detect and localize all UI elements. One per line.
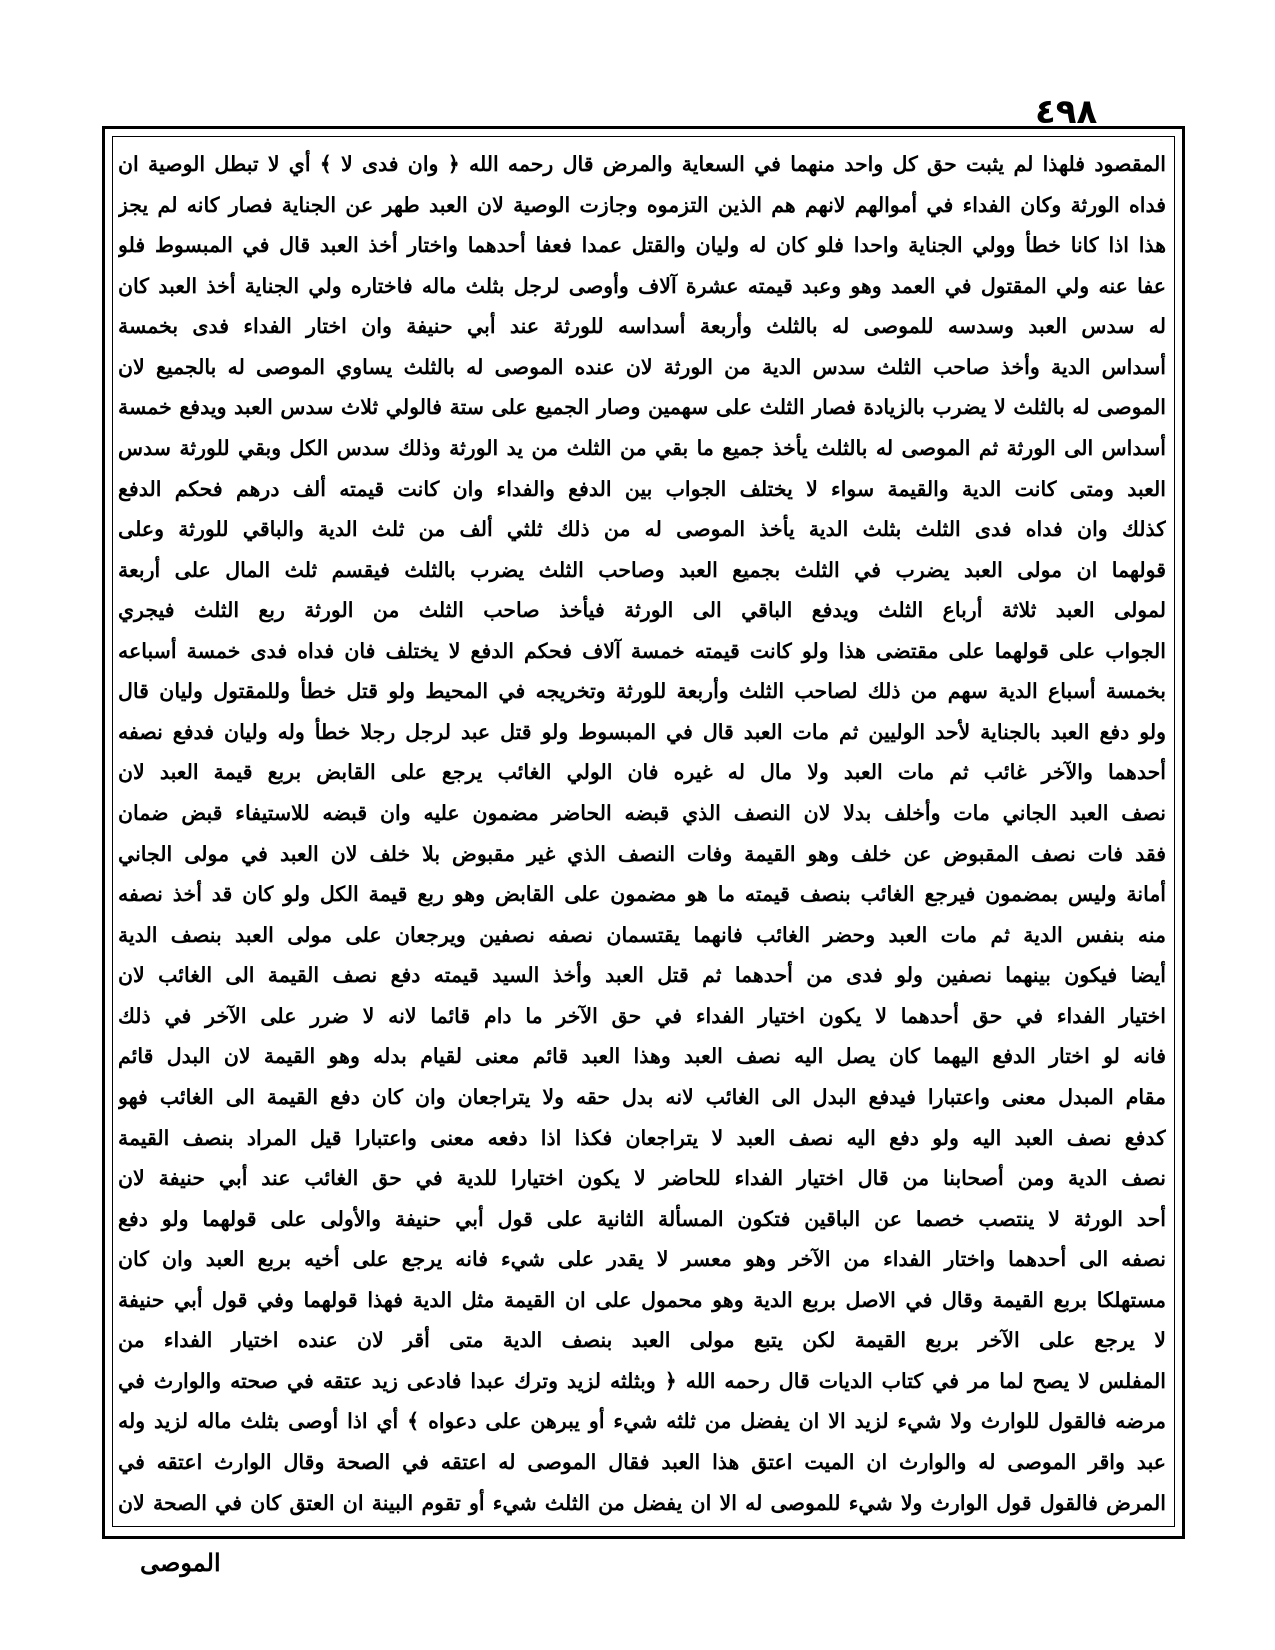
text-line: أسداس الدية وأخذ صاحب الثلث سدس الدية من الورثة لان عنده الموصى له بالثلث يساوي الموصى له بالجميع لان [118, 354, 1166, 379]
text-line: بخمسة أسباع الدية سهم من ذلك لصاحب الثلث وأربعة للورثة وتخريجه في المحيط ولو قتل خطأ وللمقتول وليان قال [118, 679, 1166, 704]
text-line: مقام المبدل معنى واعتبارا فيدفع البدل الى الغائب لانه بدل حقه ولا يتراجعان وان كان دفع القيمة الى الغائب فهو [118, 1084, 1166, 1109]
text-line: منه بنفس الدية ثم مات العبد وحضر الغائب فانهما يقتسمان نصفه نصفين ويرجعان على مولى العبد بنصف الدية [118, 922, 1166, 947]
text-line: كذلك وان فداه فدى الثلث بثلث الدية يأخذ الموصى له من ذلك ثلثي ألف من ثلث الدية والباقي للورثة وعلى [118, 517, 1166, 542]
text-line: ولو دفع العبد بالجناية لأحد الوليين ثم مات العبد قال في المبسوط ولو قتل عبد لرجل رجلا خطأ وله وليان فدفع نصفه [118, 719, 1166, 744]
text-line: كدفع نصف العبد اليه ولو دفع اليه نصف العبد لا يتراجعان فكذا اذا دفعه معنى واعتبارا قيل المراد بنصف القيمة [118, 1125, 1166, 1150]
text-line: اختيار الفداء في حق أحدهما لا يكون اختيار الفداء في حق الآخر ما دام قائما لانه لا ضرر على الآخر في ذلك [118, 1003, 1166, 1028]
main-text-block [118, 146, 1166, 1522]
text-line: أيضا فيكون بينهما نصفين ولو فدى من أحدهما ثم قتل العبد وأخذ السيد قيمته دفع نصف القيمة الى الغائب لان [118, 963, 1166, 988]
text-line: لمولى العبد ثلاثة أرباع الثلث ويدفع الباقي الى الورثة فيأخذ صاحب الثلث من الورثة ربع الثلث فيجري [118, 598, 1166, 623]
text-line: فقد فات نصف المقبوض عن خلف وهو القيمة وفات النصف الذي غير مقبوض بلا خلف لان العبد في مولى الجاني [118, 841, 1166, 866]
text-line: الموصى له بالثلث لا يضرب بالزيادة فصار الثلث على سهمين وصار الجميع على ستة فالولي ثلاث سدس العبد ويدفع خمسة [118, 395, 1166, 420]
text-line: لا يرجع على الآخر بربع القيمة لكن يتبع مولى العبد بنصف الدية متى أقر لان عنده اختيار الفداء من [118, 1328, 1166, 1353]
text-line: فانه لو اختار الدفع اليهما كان يصل اليه نصف العبد وهذا العبد قائم معنى لقيام بدله وهو القيمة لان البدل قائم [118, 1044, 1166, 1069]
text-line: أحد الورثة لا ينتصب خصما عن الباقين فتكون المسألة الثانية على قول أبي حنيفة والأولى على قولهما ولو دفع [118, 1206, 1166, 1231]
text-line: نصف العبد الجاني مات وأخلف بدلا لان النصف الذي قبضه الحاضر مضمون عليه وان قبضه للاستيفاء قبض ضمان [118, 801, 1166, 825]
text-line: هذا اذا كانا خطأ وولي الجناية واحدا فلو كان له وليان والقتل عمدا فعفا أحدهما واختار أخذ العبد قال في المبسوط فلو [118, 233, 1166, 258]
text-line: أمانة وليس بمضمون فيرجع الغائب بنصف قيمته ما هو مضمون على القابض وهو ربع قيمة الكل ولو كان قد أخذ نصفه [118, 882, 1166, 907]
text-line: فداه الورثة وكان الفداء في أموالهم لانهم هم الذين التزموه وجازت الوصية لان العبد طهر عن الجناية فصار كانه لم يجز [118, 192, 1166, 217]
text-line: المقصود فلهذا لم يثبت حق كل واحد منهما في السعاية والمرض قال رحمه الله ﴿ وان فدى لا ﴾ أي لا تبطل الوصية ان [118, 152, 1166, 176]
page-number: ٤٩٨ [1035, 92, 1098, 132]
text-line: أحدهما والآخر غائب ثم مات العبد ولا مال له غيره فان الولي الغائب يرجع على القابض بربع قيمة العبد لان [118, 760, 1166, 785]
text-line: قولهما ان مولى العبد يضرب في الثلث بجميع العبد وصاحب الثلث يضرب بالثلث فيقسم ثلث المال على أربعة [118, 557, 1166, 582]
text-line: العبد ومتى كانت الدية والقيمة سواء لا يختلف الجواب بين الدفع والفداء وان كانت قيمته ألف درهم فحكم الدفع [118, 476, 1166, 501]
text-line: عفا عنه ولي المقتول في العمد وهو وعبد قيمته عشرة آلاف وأوصى لرجل بثلث ماله فاختاره ولي الجناية أخذ العبد كان [118, 273, 1166, 298]
text-line: نصف الدية ومن أصحابنا من قال اختيار الفداء للحاضر لا يكون اختيارا للدية في حق الغائب عند أبي حنيفة لان [118, 1166, 1166, 1191]
text-line: مرضه فالقول للوارث ولا شيء لزيد الا ان يفضل من ثلثه شيء أو يبرهن على دعواه ﴾ أي اذا أوصى بثلث ماله لزيد وله [118, 1409, 1166, 1434]
text-line: عبد واقر الموصى له والوارث ان الميت اعتق هذا العبد فقال الموصى له اعتقه في الصحة وقال الوارث اعتقه في [118, 1450, 1166, 1474]
text-line: المفلس لا يصح لما مر في كتاب الديات قال رحمه الله ﴿ وبثلثه لزيد وترك عبدا فادعى زيد عتقه في صحته والوارث في [118, 1368, 1166, 1393]
text-line: أسداس الى الورثة ثم الموصى له بالثلث يأخذ جميع ما بقي من الثلث من يد الورثة وذلك سدس الكل وبقي للورثة سدس [118, 435, 1166, 460]
catchword: الموصى [140, 1548, 221, 1577]
text-line: له سدس العبد وسدسه للموصى له بالثلث وأربعة أسداسه للورثة عند أبي حنيفة وان اختار الفداء فدى بخمسة [118, 314, 1166, 339]
text-line: نصفه الى أحدهما واختار الفداء من الآخر وهو معسر لا يقدر على شيء فانه يرجع على أخيه بربع العبد وان كان [118, 1247, 1166, 1272]
text-line: الجواب على قولهما على مقتضى هذا ولو كانت قيمته خمسة آلاف فحكم الدفع لا يختلف فان فداه فدى خمسة أسباعه [118, 638, 1166, 663]
text-line: مستهلكا بربع القيمة وقال في الاصل بربع الدية وهو محمول على ان القيمة مثل الدية فهذا قولهما وفي قول أبي حنيفة [118, 1287, 1166, 1312]
text-line: المرض فالقول قول الوارث ولا شيء للموصى له الا ان يفضل من الثلث شيء أو تقوم البينة ان العتق كان في الصحة لان [118, 1490, 1166, 1515]
